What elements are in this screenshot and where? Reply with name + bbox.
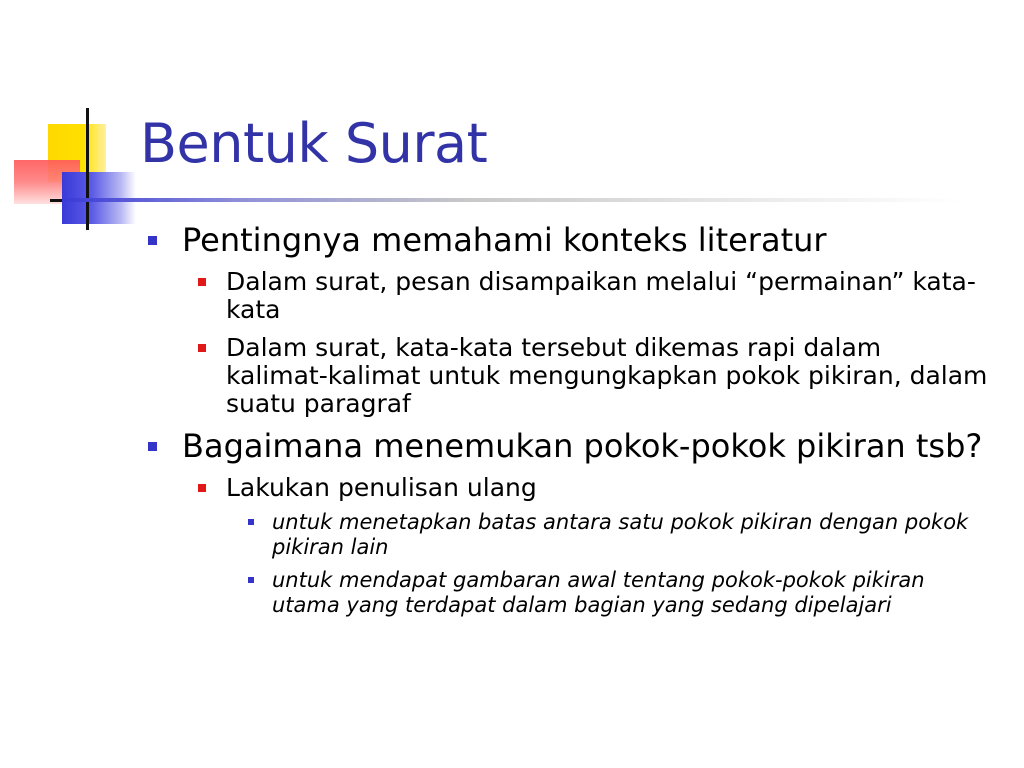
bullet-level2 [140, 474, 990, 502]
bullet-text: Dalam surat, pesan disampaikan melalui “permainan” kata-kata [226, 267, 976, 324]
bullet-text: Pentingnya memahami konteks literatur [182, 221, 827, 259]
slide-title: Bentuk Surat [140, 112, 488, 175]
square-bullet-icon [198, 278, 206, 286]
bullet-text: Bagaimana menemukan pokok-pokok pikiran tsb? [182, 427, 983, 465]
bullet-level2 [140, 334, 990, 418]
bullet-level3 [140, 510, 990, 560]
bullet-level2 [140, 268, 990, 324]
logo-vertical-line [86, 108, 89, 230]
square-bullet-icon [198, 344, 206, 352]
square-bullet-icon [248, 519, 254, 525]
bullet-text: Dalam surat, kata-kata tersebut dikemas rapi dalam kalimat-kalimat untuk mengungkapkan pokok pikiran, dalam suatu paragraf [226, 333, 988, 418]
bullet-level3 [140, 568, 990, 618]
square-bullet-icon [198, 484, 206, 492]
square-bullet-icon [148, 442, 157, 451]
bullet-level1 [140, 222, 990, 258]
bullet-text: Lakukan penulisan ulang [226, 473, 537, 502]
square-bullet-icon [248, 577, 254, 583]
title-underline [62, 198, 962, 202]
bullet-level1 [140, 428, 990, 464]
square-bullet-icon [148, 236, 157, 245]
bullet-text: untuk menetapkan batas antara satu pokok pikiran dengan pokok pikiran lain [272, 510, 969, 559]
slide-logo-decoration [0, 0, 140, 240]
slide-content [140, 222, 990, 618]
bullet-text: untuk mendapat gambaran awal tentang pokok-pokok pikiran utama yang terdapat dalam bagian yang sedang dipelajari [272, 568, 925, 617]
